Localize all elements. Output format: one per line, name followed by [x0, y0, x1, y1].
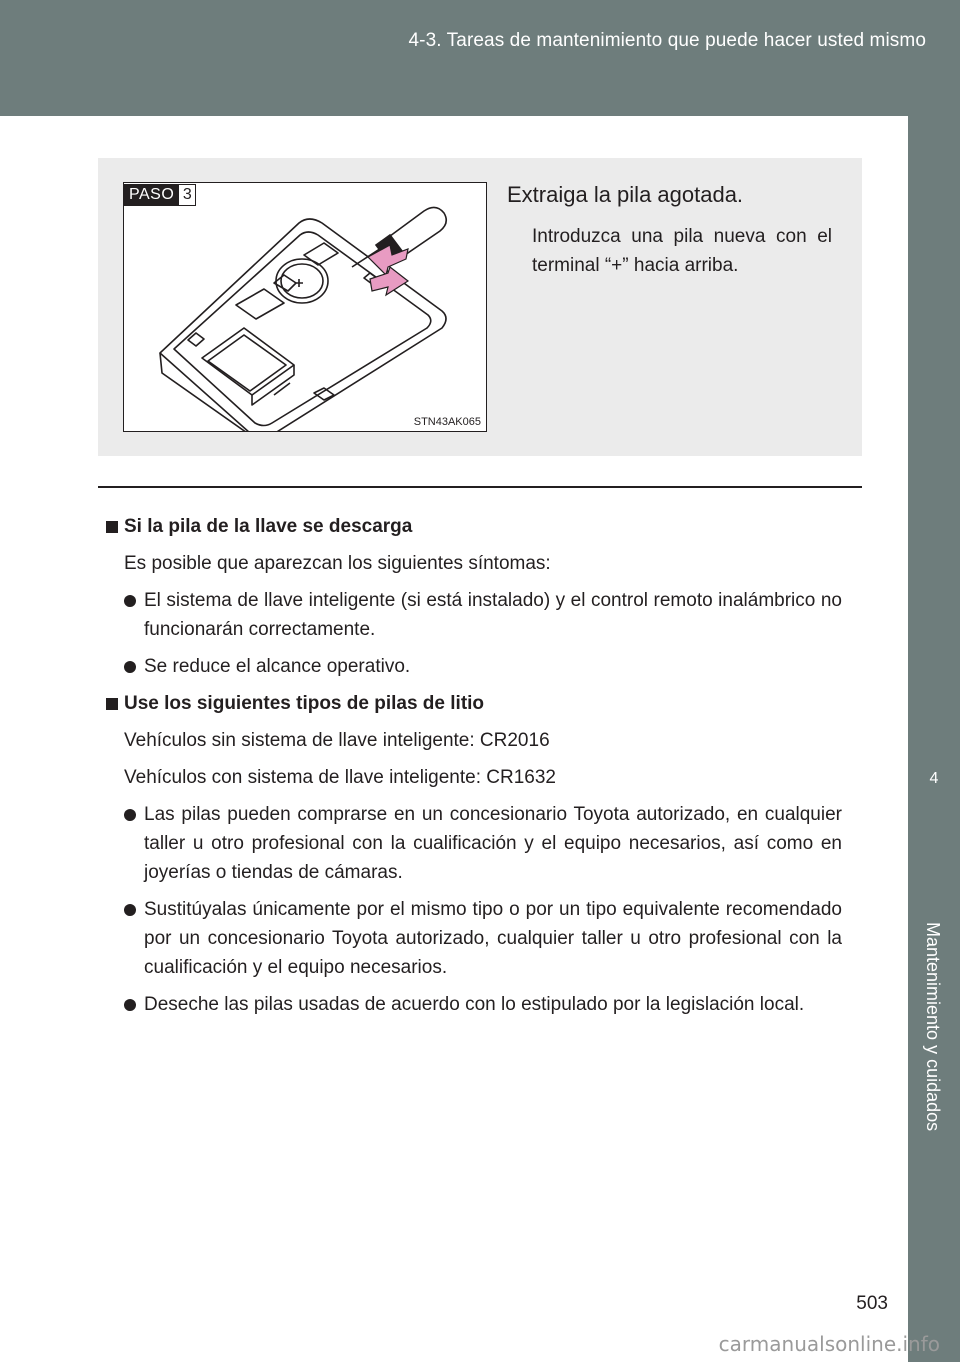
- paragraph: Es posible que aparezcan los siguientes síntomas:: [124, 553, 551, 574]
- page-header: [0, 0, 960, 116]
- list-item: [104, 990, 842, 1019]
- watermark-link[interactable]: carmanualsonline.info: [718, 1332, 940, 1356]
- list-item: [104, 586, 842, 644]
- square-bullet-icon: [106, 698, 118, 710]
- list-item: [104, 652, 842, 681]
- step-instruction: Extraiga la pila agotada.: [507, 182, 744, 207]
- step-note: Introduzca una pila nueva con el terminal “+” hacia arriba.: [532, 226, 832, 276]
- heading-text: Si la pila de la llave se descarga: [124, 516, 413, 537]
- step-label: PASO: [124, 184, 178, 206]
- bullet-icon: [124, 904, 136, 916]
- paragraph: Vehículos con sistema de llave inteligente: CR1632: [124, 767, 556, 788]
- heading-text: Use los siguientes tipos de pilas de litio: [124, 693, 485, 714]
- figure-code: STN43AK065: [413, 416, 481, 428]
- list-item: [104, 800, 842, 887]
- notes-content: [104, 512, 842, 1027]
- key-battery-illustration: [123, 182, 487, 432]
- section-divider: [98, 486, 862, 488]
- step-indicator: [124, 184, 196, 206]
- list-item-text: Las pilas pueden comprarse en un concesionario Toyota autorizado, en cualquier taller u otro profesional con la cualificación y el equipo necesarios, así como en joyerías o tiendas de cámaras.: [144, 804, 842, 883]
- bullet-icon: [124, 661, 136, 673]
- list-item-text: Sustitúyalas únicamente por el mismo tipo o por un tipo equivalente recomendado por un concesionario Toyota autorizado, cualquier taller u otro profesional con la cualificación y el equipo necesarios.: [144, 899, 842, 978]
- key-fob-drawing: [124, 183, 486, 431]
- section-heading: [104, 689, 842, 718]
- bullet-icon: [124, 595, 136, 607]
- list-item-text: El sistema de llave inteligente (si está instalado) y el control remoto inalámbrico no funcionarán correctamente.: [144, 590, 842, 640]
- section-title: 4-3. Tareas de mantenimiento que puede hacer usted mismo: [408, 30, 926, 51]
- chapter-number: 4: [929, 770, 939, 787]
- step-number: 3: [178, 184, 196, 206]
- bullet-icon: [124, 999, 136, 1011]
- paragraph: Vehículos sin sistema de llave inteligente: CR2016: [124, 730, 550, 751]
- chapter-number-tab: [908, 744, 960, 826]
- side-tab-band: [908, 116, 960, 744]
- step-box: [98, 158, 862, 456]
- section-heading: [104, 512, 842, 541]
- list-item-text: Deseche las pilas usadas de acuerdo con lo estipulado por la legislación local.: [144, 994, 805, 1015]
- chapter-label: Mantenimiento y cuidados: [923, 922, 943, 1132]
- square-bullet-icon: [106, 521, 118, 533]
- chapter-label-tab: [908, 826, 960, 1362]
- list-item: [104, 895, 842, 982]
- page-number: 503: [856, 1293, 888, 1314]
- list-item-text: Se reduce el alcance operativo.: [144, 656, 411, 677]
- bullet-icon: [124, 809, 136, 821]
